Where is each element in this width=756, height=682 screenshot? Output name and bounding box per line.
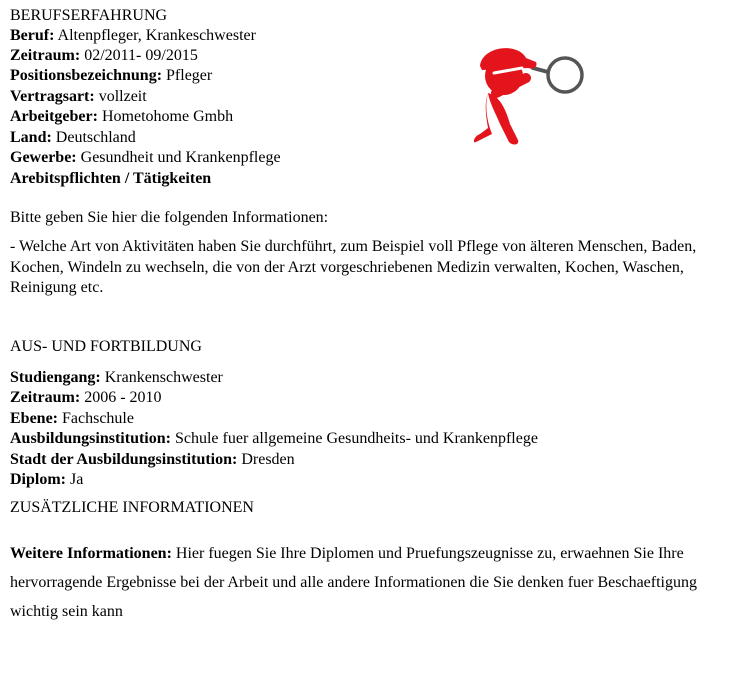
additional-info: [10, 539, 748, 626]
field-label: Vertragsart:: [10, 88, 95, 105]
field-value: Krankenschwester: [100, 369, 223, 386]
field-stadt: [10, 450, 295, 470]
field-label: Zeitraum:: [10, 389, 81, 406]
additional-label: Weitere Informationen:: [10, 545, 172, 562]
field-label: Ebene:: [10, 410, 58, 427]
field-land: [10, 128, 136, 148]
field-value: Altenpfleger, Krankeschwester: [54, 27, 256, 44]
education-heading: AUS- UND FORTBILDUNG: [10, 338, 202, 355]
duties-intro: Bitte geben Sie hier die folgenden Informationen:: [10, 209, 329, 226]
field-value: Hometohome Gmbh: [97, 108, 234, 125]
field-value: Ja: [66, 471, 84, 488]
field-value: 2006 - 2010: [80, 389, 162, 406]
field-value: Dresden: [237, 451, 295, 468]
field-value: Deutschland: [51, 129, 136, 146]
field-ausbildungsinstitution: [10, 429, 538, 449]
field-value: 02/2011- 09/2015: [80, 47, 198, 64]
field-gewerbe: [10, 148, 281, 168]
field-value: Pfleger: [162, 67, 213, 84]
duties-heading: Arebitspflichten / Tätigkeiten: [10, 170, 212, 187]
field-label: Studiengang:: [10, 369, 101, 386]
field-label: Land:: [10, 129, 52, 146]
field-label: Gewerbe:: [10, 149, 77, 166]
field-beruf: [10, 26, 256, 46]
field-value: Gesundheit und Krankenpflege: [76, 149, 281, 166]
field-value: Fachschule: [58, 410, 134, 427]
field-ebene: [10, 409, 134, 429]
field-label: Stadt der Ausbildungsinstitution:: [10, 451, 238, 468]
field-diplom: [10, 470, 83, 490]
field-zeitraum: [10, 46, 198, 66]
field-vertragsart: [10, 87, 147, 107]
field-positionsbezeichnung: [10, 66, 212, 86]
field-value: Schule fuer allgemeine Gesundheits- und Krankenpflege: [170, 430, 538, 447]
additional-heading: ZUSÄTZLICHE INFORMATIONEN: [10, 499, 254, 516]
field-label: Zeitraum:: [10, 47, 81, 64]
field-zeitraum: [10, 388, 162, 408]
experience-heading: BERUFSERFAHRUNG: [10, 7, 168, 24]
field-label: Beruf:: [10, 27, 55, 44]
field-arbeitgeber: [10, 107, 233, 127]
field-label: Arbeitgeber:: [10, 108, 98, 125]
field-label: Ausbildungsinstitution:: [10, 430, 171, 447]
additional-text: Hier fuegen Sie Ihre Diplomen und Pruefungszeugnisse zu, erwaehnen Sie Ihre hervorragende Ergebnisse bei der Arbeit und alle andere Informationen die Sie denken fuer Beschaeftigung wichtig sein kann: [10, 545, 697, 620]
field-label: Positionsbezeichnung:: [10, 67, 163, 84]
field-value: vollzeit: [94, 88, 147, 105]
mascot-magnifier-icon: [466, 38, 586, 148]
duties-bullet: - Welche Art von Aktivitäten haben Sie durchführt, zum Beispiel voll Pflege von älteren Menschen, Baden, Kochen, Windeln zu wechseln, die von der Arzt vorgeschriebenen Medizin verwalten, Kochen, Waschen, Reinigung etc.: [10, 238, 697, 296]
field-studiengang: [10, 368, 223, 388]
field-label: Diplom:: [10, 471, 66, 488]
